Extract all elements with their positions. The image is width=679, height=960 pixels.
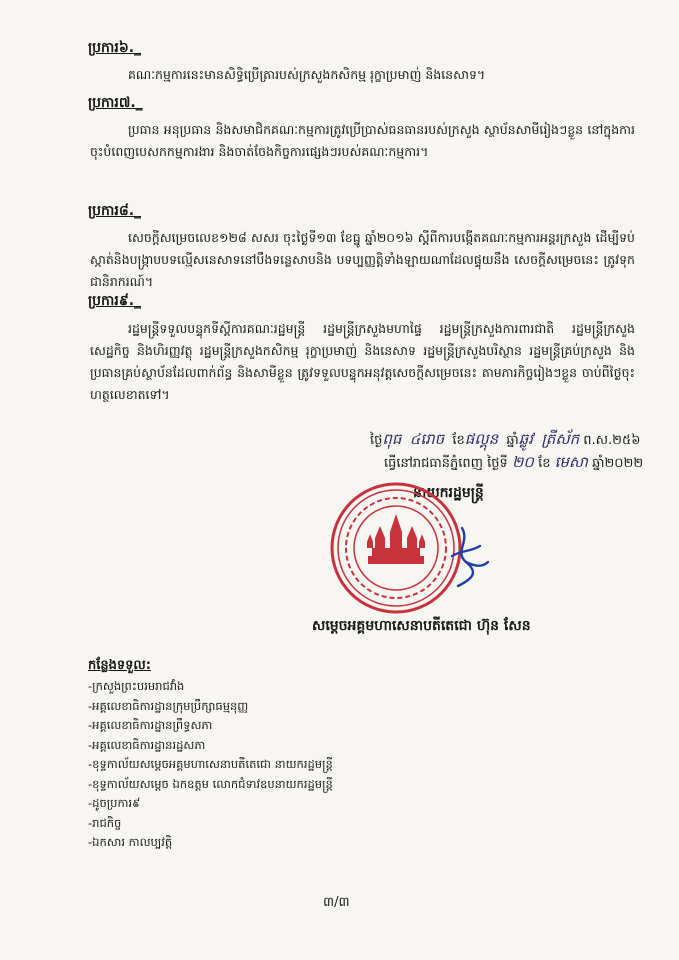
lunar-date: ៤រោច <box>409 430 445 448</box>
recipient-item: -ខុទ្ទកាល័យសម្តេច ឯកឧត្តម លោកជំទាវឧបនាយករដ្ឋមន្ត្រី <box>88 776 333 791</box>
article-9-heading: ប្រការ៩._ <box>88 293 142 309</box>
recipient-item: -ដូចប្រការ៩ <box>88 796 141 810</box>
recipient-item: -ក្រសួងព្រះបរមរាជវាំង <box>88 679 185 693</box>
lunar-year: ឆ្លូវ <box>518 430 534 448</box>
signer-name: សម្តេចអគ្គមហាសេនាបតីតេជោ ហ៊ុន សែន <box>312 618 531 634</box>
article-8-heading: ប្រការ៨._ <box>88 203 142 219</box>
lunar-date-line: ថ្ងៃពុធ ៤រោច ខែផល្គុន ឆ្នាំឆ្លូវ ត្រីស័ក ព.ស.២៥៦ <box>370 430 641 448</box>
recipient-item: -ឯកសារ កាលប្បវត្តិ <box>88 835 173 849</box>
recipient-item: -រាជកិច្ច <box>88 815 122 830</box>
signature-title: នាយករដ្ឋមន្ត្រី <box>413 485 484 501</box>
recipient-item: -អគ្គលេខាធិការដ្ឋានរដ្ឋសភា <box>88 737 206 752</box>
article-8-text: សេចក្ដីសម្រេចលេខ១២៨ សសរ ចុះថ្ងៃទី១៣ ខែធ្នូ ឆ្នាំ២០១៦ ស្ដីពីការបង្កើតគណៈកម្មការអន្តរក្រសួង ដើម្បីទប់ស្កាត់និងបង្ក្រាបបទល្មើសនេសាទនៅបឹងទន្លេសាបនិង បទប្បញ្ញត្តិទាំងឡាយណាដែលផ្ទុយនឹង សេចក្ដីសម្រេចនេះ ត្រូវទុកជានិរាករណ៍។ <box>90 230 635 289</box>
recipient-item: -ខុទ្ទកាល័យសម្តេចអគ្គមហាសេនាបតីតេជោ នាយករដ្ឋមន្ត្រី <box>88 757 333 771</box>
lunar-month: ផល្គុន <box>464 430 499 448</box>
solar-date-line: ធ្វើនៅរាជធានីភ្នំពេញ ថ្ងៃទី ២០ ខែ មេសា ឆ្នាំ២០២២ <box>384 453 644 471</box>
lunar-era: ត្រីស័ក <box>541 430 580 448</box>
handwritten-signature <box>440 522 490 592</box>
recipients-list <box>88 677 333 853</box>
solar-day: ២០ <box>511 453 534 471</box>
page-number: ៣/៣ <box>323 895 350 910</box>
article-6-heading: ប្រការ៦._ <box>88 40 142 56</box>
solar-year: ឆ្នាំ២០២២ <box>592 456 644 471</box>
article-9-text: រដ្ឋមន្ត្រីទទួលបន្ទុកទីស្ដីការគណៈរដ្ឋមន្ត្រី រដ្ឋមន្ត្រីក្រសួងមហាផ្ទៃ រដ្ឋមន្ត្រីក្រសួងការពារជាតិ រដ្ឋមន្ត្រីក្រសួង សេដ្ឋកិច្ច និងហិរញ្ញវត្ថុ រដ្ឋមន្ត្រីក្រសួងកសិកម្ម រុក្ខាប្រមាញ់ និងនេសាទ រដ្ឋមន្ត្រីក្រសួងបរិស្ថាន រដ្ឋមន្ត្រីគ្រប់ក្រសួង និងប្រធានគ្រប់ស្ថាប័នដែលពាក់ព័ន្ធ និងសាមីខ្លួន ត្រូវទទួលបន្ទុកអនុវត្តសេចក្ដីសម្រេចនេះ តាមភារកិច្ចរៀងៗខ្លួន ចាប់ពីថ្ងៃចុះហត្ថលេខាតទៅ។ <box>90 321 635 402</box>
article-7-text: ប្រធាន អនុប្រធាន និងសមាជិកគណៈកម្មការត្រូវប្រើប្រាស់ធនធានរបស់ក្រសួង ស្ថាប័នសាមីរៀងៗខ្លួន នៅក្នុងការចុះបំពេញបេសកកម្មការងារ និងចាត់ចែងកិច្ចការផ្សេងៗរបស់គណៈកម្មការ។ <box>90 122 635 159</box>
recipient-item: -អគ្គលេខាធិការដ្ឋានព្រឹទ្ធសភា <box>88 718 213 732</box>
recipient-item: -អគ្គលេខាធិការដ្ឋានក្រុមប្រឹក្សាធម្មនុញ្ញ <box>88 698 249 713</box>
solar-month: មេសា <box>554 453 588 471</box>
lunar-day: ពុធ <box>382 430 402 448</box>
article-7-heading: ប្រការ៧._ <box>88 95 143 111</box>
recipients-title: កន្លែងទទួល: <box>88 658 151 673</box>
buddhist-era: ព.ស.២៥៦ <box>583 433 641 448</box>
article-6-text: គណៈកម្មការនេះមានសិទ្ធិប្រើត្រារបស់ក្រសួងកសិកម្ម រុក្ខាប្រមាញ់ និងនេសាទ។ <box>128 67 486 82</box>
